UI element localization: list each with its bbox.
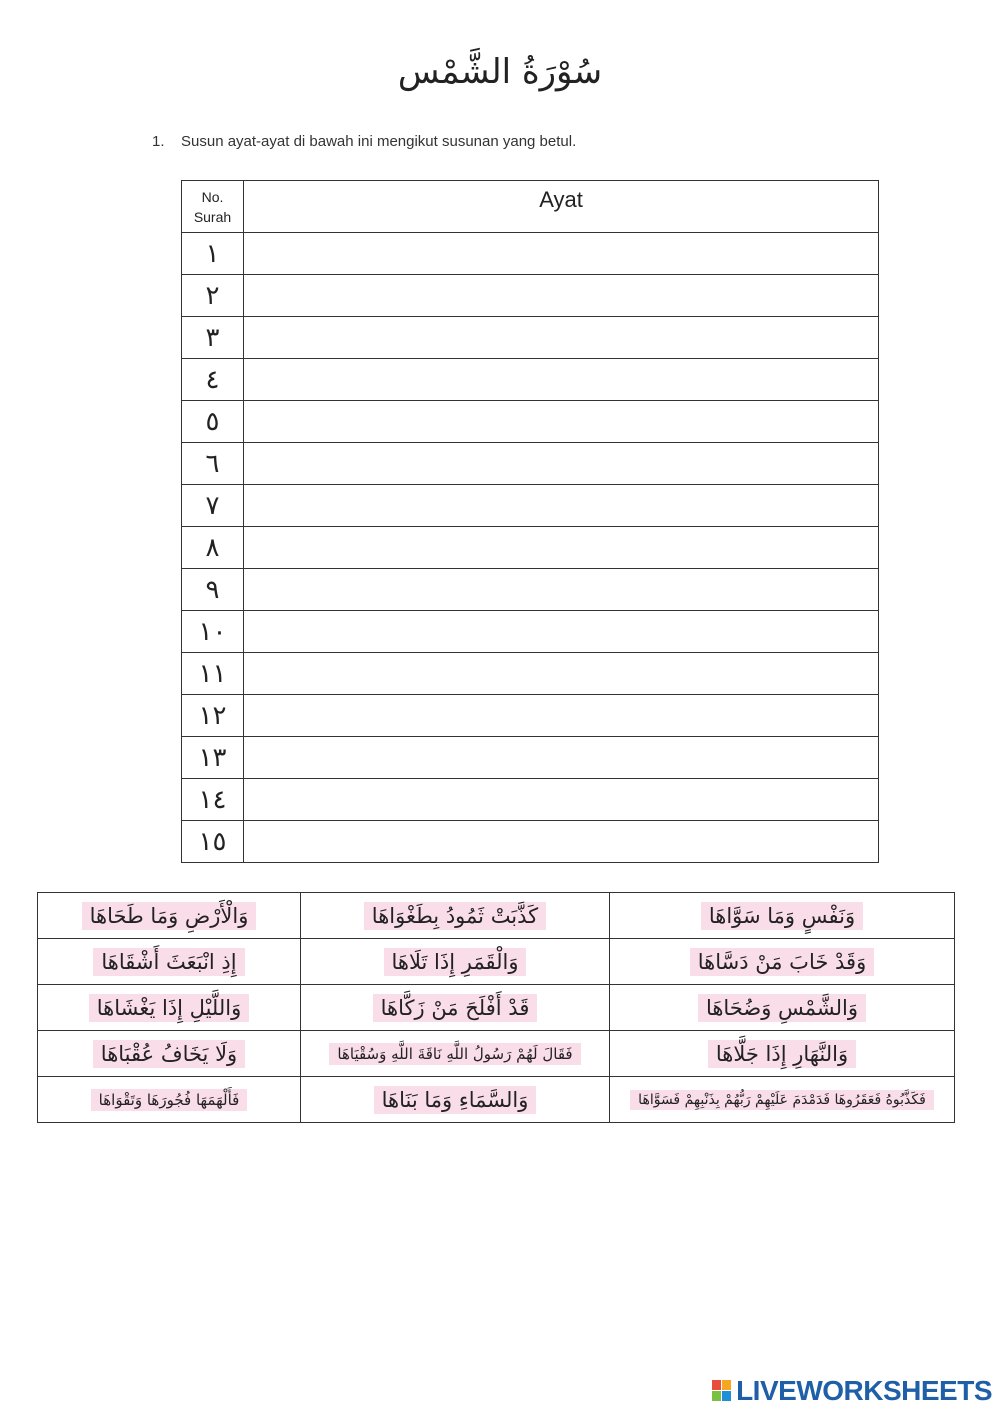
page-title: سُوْرَةُ الشَّمْس (397, 52, 603, 92)
answer-row (182, 317, 879, 359)
answer-drop-slot[interactable] (244, 737, 879, 779)
answer-row (182, 821, 879, 863)
instruction-number: 1. (152, 133, 165, 150)
ayat-option-chip[interactable]: وَقَدْ خَابَ مَنْ دَسَّاهَا (690, 948, 874, 976)
ayat-option-chip[interactable]: فَكَذَّبُوهُ فَعَقَرُوهَا فَدَمْدَمَ عَلَيْهِمْ رَبُّهُمْ بِذَنْبِهِمْ فَسَوَّاهَا (630, 1090, 934, 1110)
options-table (37, 892, 955, 1123)
row-number: ١٤ (182, 779, 244, 821)
options-row (38, 893, 955, 939)
instruction-text: Susun ayat-ayat di bawah ini mengikut susunan yang betul. (181, 133, 577, 150)
ayat-option-chip[interactable]: وَالْأَرْضِ وَمَا طَحَاهَا (82, 902, 257, 930)
answer-row (182, 443, 879, 485)
row-number: ١١ (182, 653, 244, 695)
row-number: ٨ (182, 527, 244, 569)
row-number: ١٠ (182, 611, 244, 653)
row-number: ١٥ (182, 821, 244, 863)
answer-drop-slot[interactable] (244, 569, 879, 611)
answer-row (182, 485, 879, 527)
options-row (38, 1031, 955, 1077)
row-number: ٧ (182, 485, 244, 527)
answer-row (182, 527, 879, 569)
ayat-option-chip[interactable]: فَقَالَ لَهُمْ رَسُولُ اللَّهِ نَاقَةَ اللَّهِ وَسُقْيَاهَا (329, 1043, 580, 1065)
answer-row (182, 653, 879, 695)
answer-drop-slot[interactable] (244, 359, 879, 401)
answer-drop-slot[interactable] (244, 401, 879, 443)
row-number: ٣ (182, 317, 244, 359)
answer-drop-slot[interactable] (244, 233, 879, 275)
answer-drop-slot[interactable] (244, 443, 879, 485)
ayat-option-chip[interactable]: وَالْقَمَرِ إِذَا تَلَاهَا (384, 948, 527, 976)
answer-row (182, 569, 879, 611)
liveworksheets-logo (712, 1375, 992, 1407)
header-no-surah: No. Surah (182, 181, 244, 233)
answer-table (181, 180, 879, 863)
answer-drop-slot[interactable] (244, 611, 879, 653)
answer-drop-slot[interactable] (244, 779, 879, 821)
options-row (38, 1077, 955, 1123)
row-number: ٦ (182, 443, 244, 485)
answer-row (182, 737, 879, 779)
row-number: ٤ (182, 359, 244, 401)
answer-row (182, 695, 879, 737)
options-row (38, 939, 955, 985)
answer-drop-slot[interactable] (244, 485, 879, 527)
answer-drop-slot[interactable] (244, 275, 879, 317)
liveworksheets-icon (712, 1380, 732, 1402)
answer-row (182, 233, 879, 275)
answer-row (182, 275, 879, 317)
row-number: ٩ (182, 569, 244, 611)
answer-drop-slot[interactable] (244, 821, 879, 863)
answer-row (182, 359, 879, 401)
row-number: ٢ (182, 275, 244, 317)
ayat-option-chip[interactable]: كَذَّبَتْ ثَمُودُ بِطَغْوَاهَا (364, 902, 546, 930)
answer-drop-slot[interactable] (244, 695, 879, 737)
liveworksheets-wordmark: LIVEWORKSHEETS (736, 1375, 992, 1406)
ayat-option-chip[interactable]: وَالشَّمْسِ وَضُحَاهَا (698, 994, 866, 1022)
answer-row (182, 401, 879, 443)
answer-row (182, 779, 879, 821)
ayat-option-chip[interactable]: وَالنَّهَارِ إِذَا جَلَّاهَا (708, 1040, 856, 1068)
row-number: ٥ (182, 401, 244, 443)
ayat-option-chip[interactable]: وَاللَّيْلِ إِذَا يَغْشَاهَا (89, 994, 250, 1022)
row-number: ١٢ (182, 695, 244, 737)
answer-table-header (182, 181, 879, 233)
ayat-option-chip[interactable]: وَلَا يَخَافُ عُقْبَاهَا (93, 1040, 245, 1068)
instruction (152, 133, 576, 150)
ayat-option-chip[interactable]: قَدْ أَفْلَحَ مَنْ زَكَّاهَا (373, 994, 538, 1022)
options-row (38, 985, 955, 1031)
answer-drop-slot[interactable] (244, 527, 879, 569)
answer-drop-slot[interactable] (244, 653, 879, 695)
row-number: ١٣ (182, 737, 244, 779)
row-number: ١ (182, 233, 244, 275)
answer-row (182, 611, 879, 653)
answer-drop-slot[interactable] (244, 317, 879, 359)
header-ayat: Ayat (244, 181, 879, 233)
ayat-option-chip[interactable]: فَأَلْهَمَهَا فُجُورَهَا وَتَقْوَاهَا (91, 1089, 248, 1111)
ayat-option-chip[interactable]: وَنَفْسٍ وَمَا سَوَّاهَا (701, 902, 863, 930)
ayat-option-chip[interactable]: إِذِ انْبَعَثَ أَشْقَاهَا (93, 948, 244, 976)
ayat-option-chip[interactable]: وَالسَّمَاءِ وَمَا بَنَاهَا (374, 1086, 537, 1114)
